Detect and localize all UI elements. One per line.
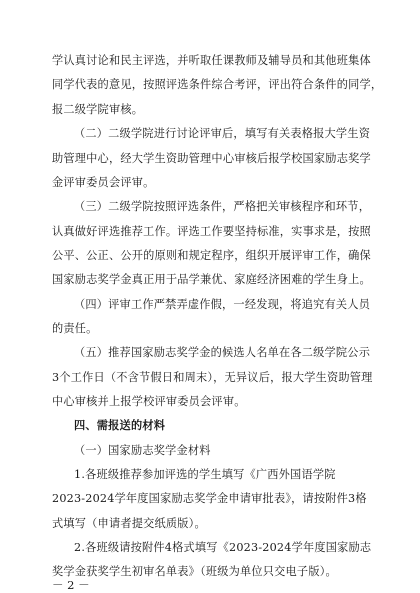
body-line: 助管理中心，经大学生资助管理中心审核后报学校国家励志奖学 [52, 152, 371, 165]
section-3-paragraph: （三）二级学院按照评选条件，严格把关审核程序和环节， [74, 200, 371, 213]
page-number: － 2 － [52, 578, 90, 592]
body-line: 金评审委员会评审。 [52, 176, 155, 189]
section-5-paragraph: （五）推荐国家励志奖学金的候选人名单在各二级学院公示 [74, 346, 371, 359]
body-line: 中心审核并上报学校评审委员会评审。 [52, 395, 246, 408]
body-line: 同学代表的意见，按照评选条件综合考评，评出符合条件的同学， [52, 78, 383, 91]
section-heading: 四、需报送的材料 [74, 419, 166, 432]
list-item: 2.各班级请按附件4格式填写《2023-2024学年度国家励志 [74, 541, 372, 554]
body-line: 3个工作日（不含节假日和周末），无异议后，报大学生资助管理 [52, 371, 373, 384]
body-line: 认真做好评选推荐工作。评选工作要坚持标准，实事求是，按照 [52, 225, 371, 238]
body-line: 国家励志奖学金真正用于品学兼优、家庭经济困难的学生身上。 [52, 273, 371, 286]
body-line: 报二级学院审核。 [52, 103, 144, 116]
list-item: 1.各班级推荐参加评选的学生填写《广西外国语学院 [74, 468, 336, 481]
body-line: 公平、公正、公开的原则和规定程序，组织开展评审工作，确保 [52, 249, 371, 262]
subsection-heading: （一）国家励志奖学金材料 [74, 444, 211, 457]
body-line: 式填写（申请者提交纸质版）。 [52, 517, 206, 530]
body-line: 学认真讨论和民主评选，并听取任课教师及辅导员和其他班集体 [52, 54, 371, 67]
section-4-paragraph: （四）评审工作严禁弄虚作假，一经发现，将追究有关人员 [74, 298, 371, 311]
body-line: 的责任。 [52, 322, 98, 335]
body-line: 2023-2024学年度国家励志奖学金申请审批表》，请按附件3格 [52, 492, 367, 505]
body-line: 奖学金获奖学生初审名单表》（班级为单位只交电子版）。 [52, 565, 337, 578]
section-2-paragraph: （二）二级学院进行讨论评审后，填写有关表格报大学生资 [74, 127, 371, 140]
